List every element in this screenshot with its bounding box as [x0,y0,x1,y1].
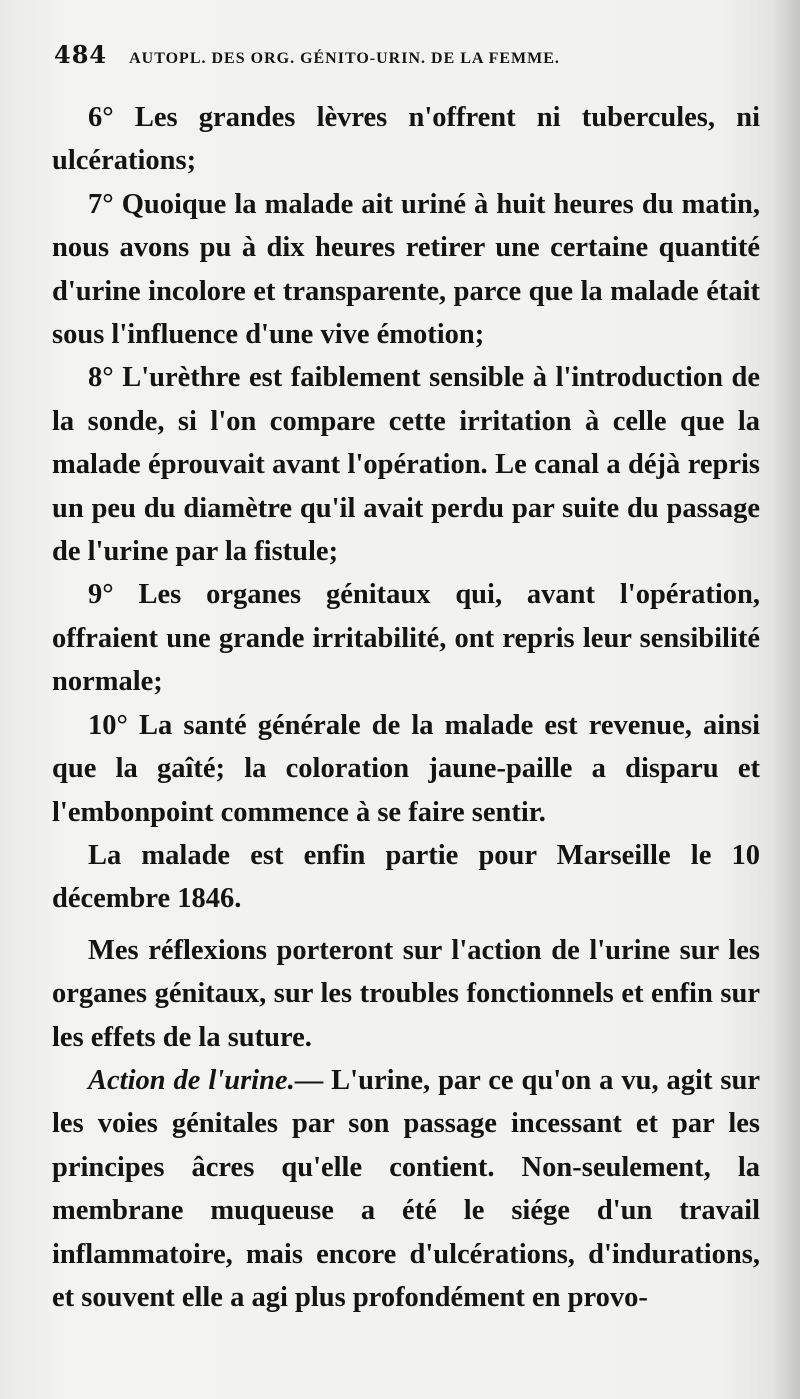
paragraph-departure [52,834,760,921]
page-number: 484 [54,40,108,69]
paragraph-text: 8° L'urèthre est faiblement sensible à l'introduction de la sonde, si l'on compare cette irritation à celle que la malade éprouvait avant l'opération. Le canal a déjà repris un peu du diamètre qu'il avait perdu par suite du passage de l'urine par la fistule; [52,362,760,568]
page-header [54,40,752,80]
paragraph-item-6 [52,96,760,183]
paragraph-text: — L'urine, par ce qu'on a vu, agit sur les voies génitales par son passage incessant et par les principes âcres qu'elle contient. Non-seulement, la membrane muqueuse a été le siége d'un travail inflammatoire, mais encore d'ulcérations, d'indurations, et souvent elle a agi plus profondément en provo- [52,1064,760,1313]
paragraph-text: 6° Les grandes lèvres n'offrent ni tubercules, ni ulcérations; [52,102,760,177]
paragraph-text: 10° La santé générale de la malade est revenue, ainsi que la gaîté; la coloration jaune-paille a disparu et l'embonpoint commence à se faire sentir. [52,709,760,828]
paragraph-item-7 [52,183,760,357]
paragraph-text: Mes réflexions porteront sur l'action de l'urine sur les organes génitaux, sur les troubles fonctionnels et enfin sur les effets de la suture. [52,934,760,1053]
section-lead: Action de l'urine. [88,1064,295,1096]
paragraph-item-8 [52,356,760,573]
paragraph-item-9 [52,573,760,703]
paragraph-text: La malade est enfin partie pour Marseille le 10 décembre 1846. [52,839,760,915]
running-title: AUTOPL. DES ORG. GÉNITO-URIN. DE LA FEMME. [129,50,560,67]
paragraph-action-urine [52,1059,760,1319]
page-body [52,96,760,1319]
paragraph-text: 9° Les organes génitaux qui, avant l'opération, offraient une grande irritabilité, ont repris leur sensibilité normale; [52,579,760,698]
paragraph-item-10 [52,704,760,834]
paragraph-reflections [52,929,760,1059]
paragraph-text: 7° Quoique la malade ait uriné à huit heures du matin, nous avons pu à dix heures retirer une certaine quantité d'urine incolore et transparente, parce que la malade était sous l'influence d'une vive émotion; [52,188,760,351]
